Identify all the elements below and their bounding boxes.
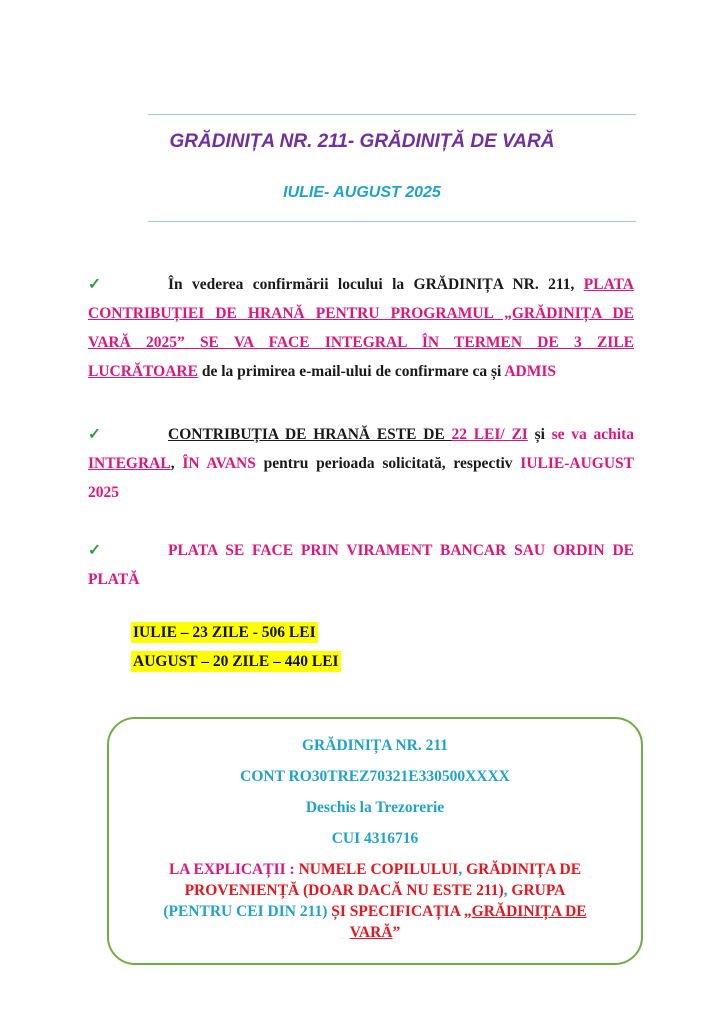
box-account: CONT RO30TREZ70321E330500XXXX bbox=[240, 768, 510, 785]
paragraph-confirmation bbox=[88, 270, 634, 386]
para2-text-g: ÎN AVANS bbox=[182, 455, 256, 472]
para1-text-a: În vederea confirmării locului la GRĂDINIȚA NR. 211, bbox=[168, 276, 584, 293]
para1-text-c: de la primirea e-mail-ului de confirmare ca și bbox=[197, 363, 505, 380]
page-subtitle: IULIE- AUGUST 2025 bbox=[283, 184, 441, 201]
para1-text-b: PLATA CONTRIBUȚIEI DE HRANĂ PENTRU PROGRAMUL „GRĂDINIȚA DE VARĂ 2025” SE VA FACE INTEGRAL ÎN TERMEN DE 3 ZILE LUCRĂTOARE bbox=[88, 276, 634, 380]
para2-text-a: CONTRIBUȚIA DE HRANĂ ESTE DE bbox=[168, 426, 452, 443]
para1-text-d: ADMIS bbox=[504, 363, 556, 380]
box-l7b: ȘI SPECIFICAȚIA „ bbox=[331, 903, 472, 920]
para2-text-f: , bbox=[170, 455, 183, 472]
box-explanation-line3 bbox=[107, 901, 643, 922]
check-icon: ✓ bbox=[88, 426, 101, 443]
box-l7c: GRĂDINIȚA DE bbox=[471, 903, 587, 920]
para2-text-i: IULIE-AUGUST 2025 bbox=[88, 455, 634, 501]
box-explanation-line1 bbox=[107, 859, 643, 880]
box-l7a: (PENTRU CEI DIN 211) bbox=[163, 903, 332, 920]
para2-text-h: pentru perioada solicitată, respectiv bbox=[255, 455, 521, 472]
para2-text-b: 22 LEI/ ZI bbox=[451, 426, 528, 443]
top-rule bbox=[148, 114, 636, 115]
check-icon: ✓ bbox=[88, 276, 101, 293]
paragraph-payment bbox=[88, 536, 634, 594]
box-l6c: GRUPA bbox=[511, 882, 566, 899]
bottom-rule bbox=[148, 221, 636, 222]
box-l8b: ” bbox=[392, 924, 401, 941]
box-l5b: NUMELE COPILULUI bbox=[298, 861, 459, 878]
paragraph-contribution bbox=[88, 420, 634, 507]
box-institution: GRĂDINIȚA NR. 211 bbox=[302, 737, 448, 754]
box-explanation-line2 bbox=[107, 880, 643, 901]
para2-text-c: și bbox=[527, 426, 552, 443]
box-l6b: , bbox=[503, 882, 512, 899]
box-l8a: VARĂ bbox=[349, 924, 393, 941]
box-l5d: GRĂDINIȚA DE bbox=[466, 861, 582, 878]
para2-text-d: se va achita bbox=[551, 426, 634, 443]
box-l6a: PROVENIENȚĂ (DOAR DACĂ NU ESTE 211) bbox=[184, 882, 504, 899]
box-l5a: LA EXPLICAȚII : bbox=[168, 861, 299, 878]
fee-august: AUGUST – 20 ZILE – 440 LEI bbox=[133, 653, 339, 670]
box-l5c: , bbox=[458, 861, 467, 878]
box-explanation-line4 bbox=[107, 922, 643, 943]
page-title: GRĂDINIȚA NR. 211- GRĂDINIȚĂ DE VARĂ bbox=[169, 131, 555, 152]
fee-july: IULIE – 23 ZILE - 506 LEI bbox=[133, 624, 316, 641]
box-treasury: Deschis la Trezorerie bbox=[305, 799, 445, 816]
para2-text-e: INTEGRAL bbox=[88, 455, 171, 472]
box-cui: CUI 4316716 bbox=[331, 830, 419, 847]
check-icon: ✓ bbox=[88, 542, 101, 559]
para3-text-a: PLATA SE FACE PRIN VIRAMENT BANCAR SAU ORDIN DE PLATĂ bbox=[88, 542, 634, 588]
